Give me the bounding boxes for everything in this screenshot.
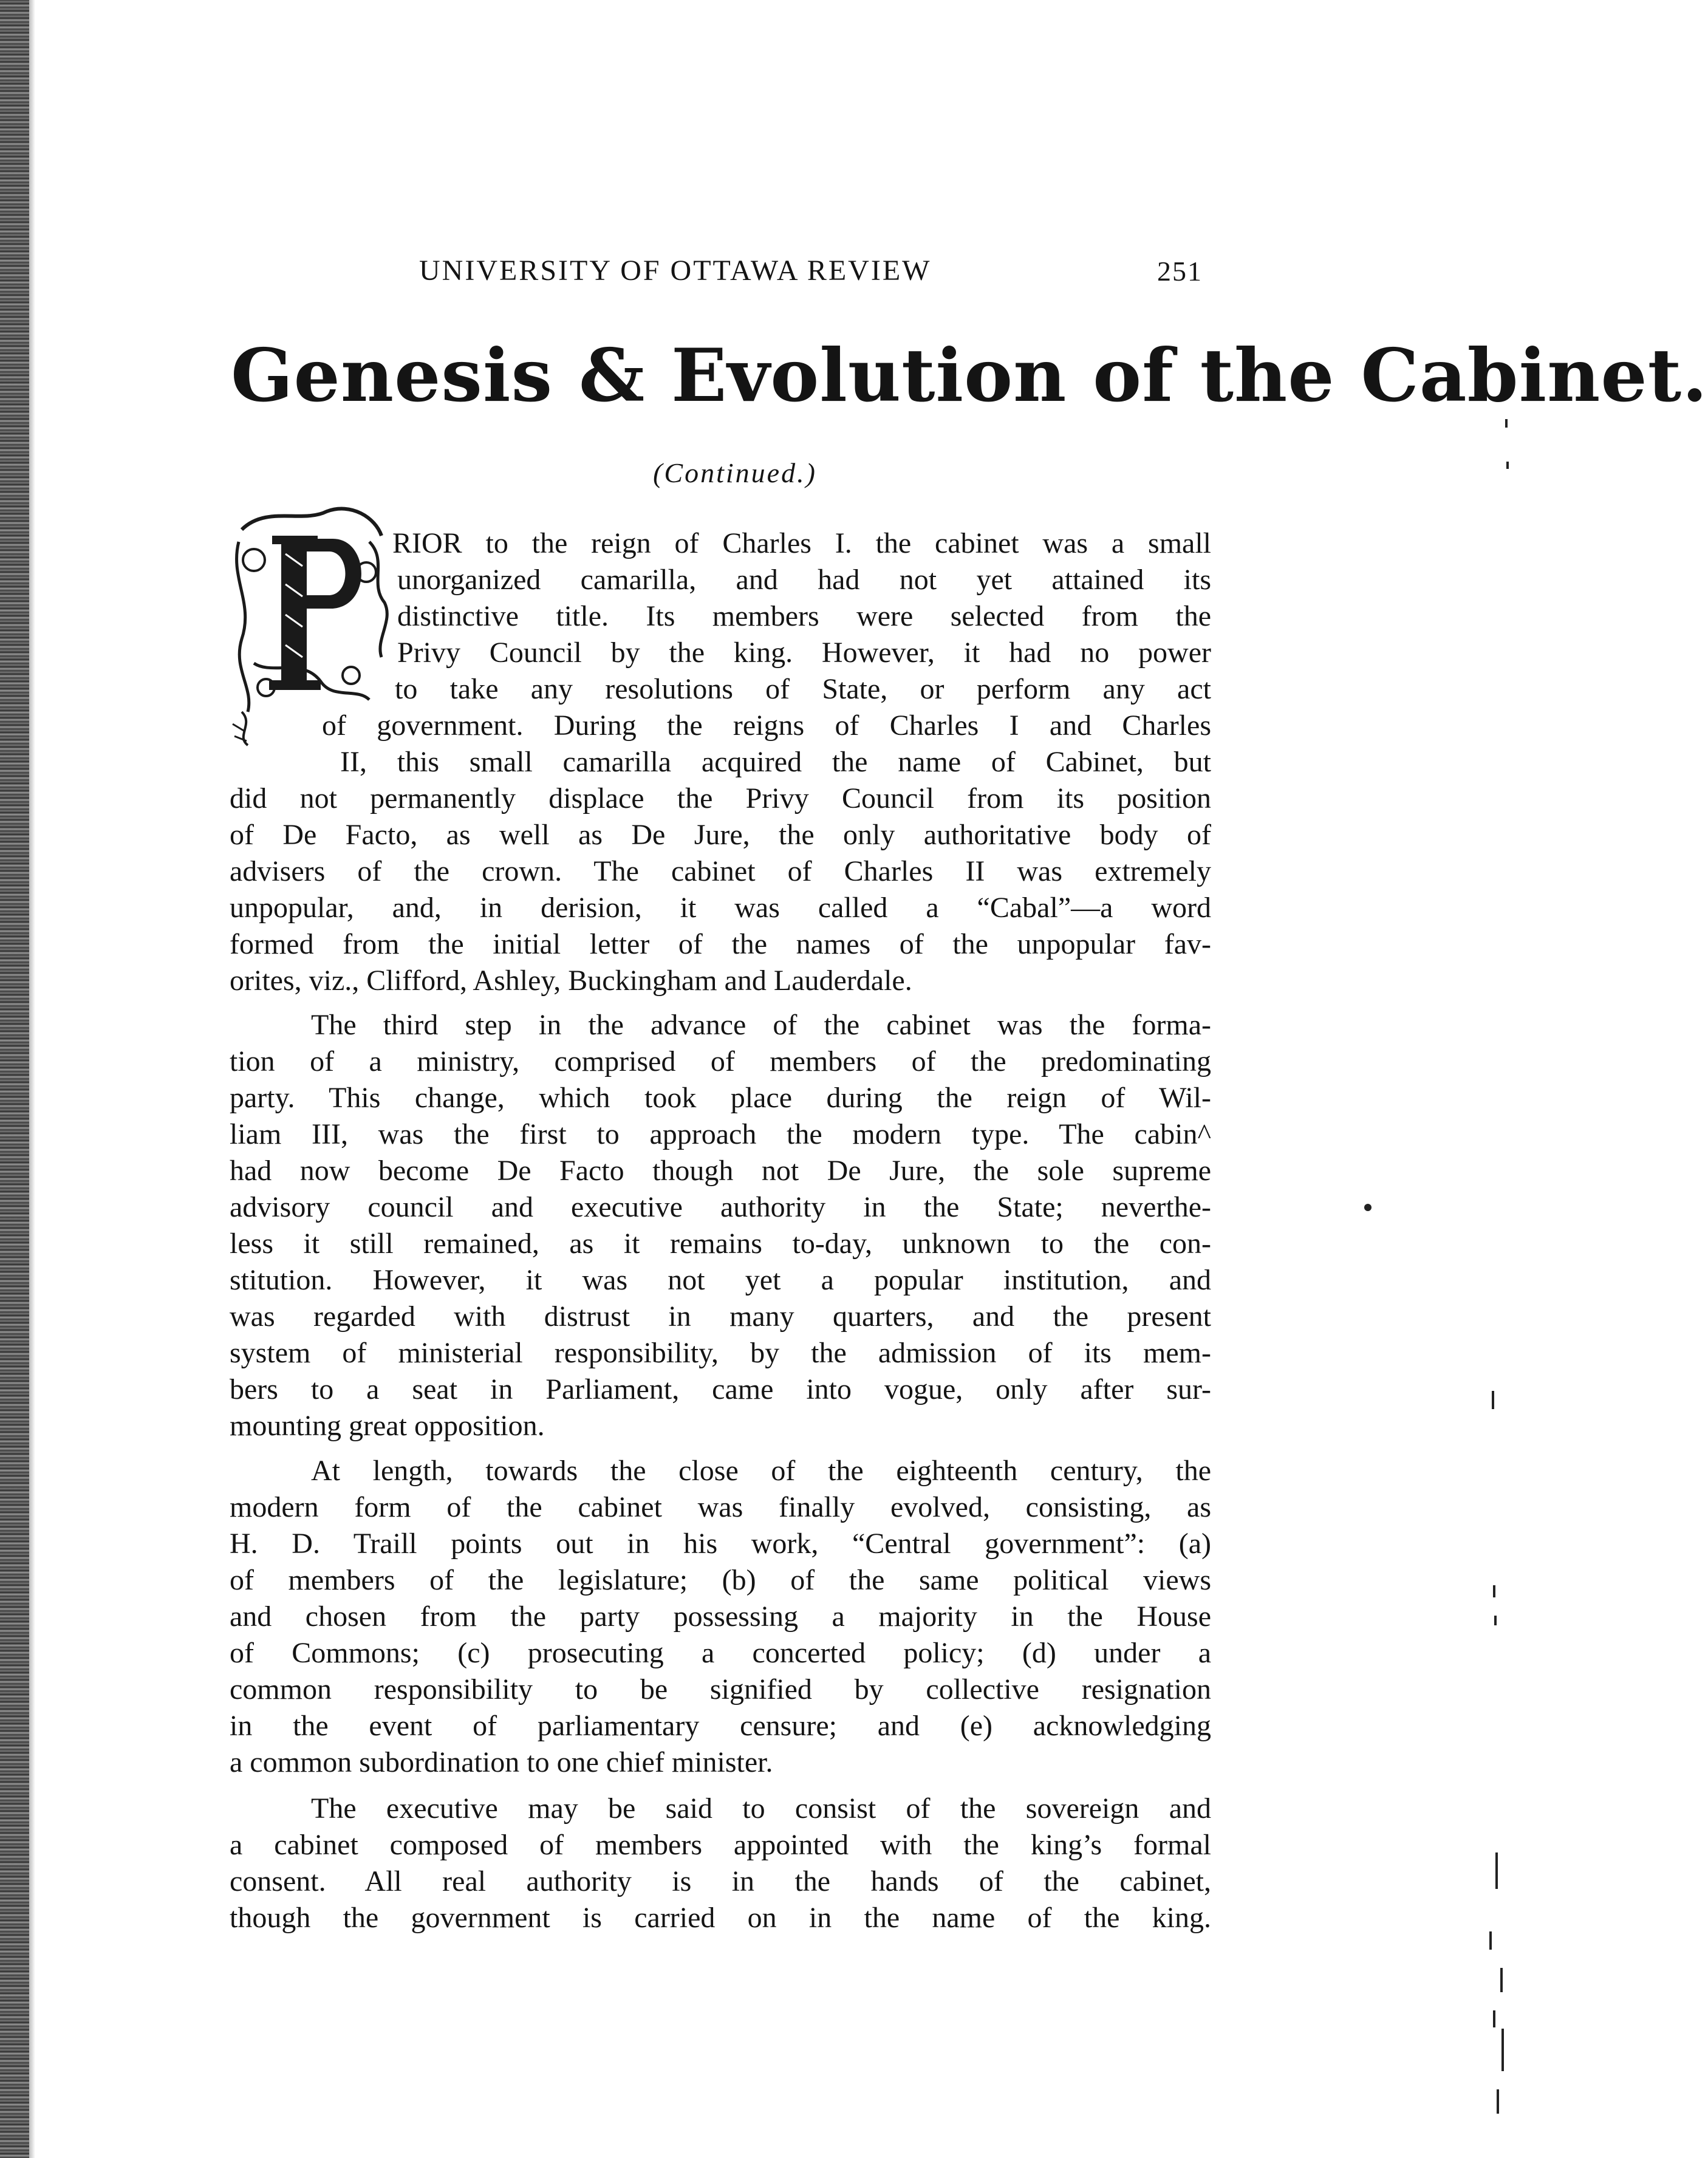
scan-speck <box>1506 462 1509 469</box>
body-line: distinctive title. Its members were selected from the <box>397 600 1211 632</box>
page-number: 251 <box>1157 256 1203 287</box>
body-line: common responsibility to be signified by collective resignation <box>230 1673 1211 1706</box>
scan-speck <box>1501 2029 1504 2071</box>
scan-speck <box>1494 1616 1497 1625</box>
body-line: tion of a ministry, comprised of members of the predominating <box>230 1045 1211 1077</box>
scan-speck <box>1495 1852 1498 1889</box>
body-line: a common subordination to one chief minister. <box>230 1746 773 1778</box>
scan-speck <box>1492 1391 1494 1409</box>
scan-speck <box>1489 1931 1492 1950</box>
continued-note: (Continued.) <box>653 457 817 488</box>
body-line: unpopular, and, in derision, it was called a “Cabal”—a word <box>230 892 1211 924</box>
body-line: a cabinet composed of members appointed with the king’s formal <box>230 1829 1211 1861</box>
scan-speck <box>1493 2010 1495 2027</box>
body-line: did not permanently displace the Privy Council from its position <box>230 782 1211 814</box>
body-line: Privy Council by the king. However, it had no power <box>397 637 1211 669</box>
body-line: consent. All real authority is in the hands of the cabinet, <box>230 1865 1211 1897</box>
body-line: and chosen from the party possessing a majority in the House <box>230 1600 1211 1633</box>
body-line: in the event of parliamentary censure; and (e) acknowledging <box>230 1710 1211 1742</box>
body-line: of members of the legislature; (b) of the same political views <box>230 1564 1211 1596</box>
body-line: mounting great opposition. <box>230 1410 545 1442</box>
scan-speck <box>1497 2089 1499 2114</box>
body-line: system of ministerial responsibility, by the admission of its mem- <box>230 1337 1211 1369</box>
body-line: II, this small camarilla acquired the name of Cabinet, but <box>340 746 1211 778</box>
body-line: The executive may be said to consist of the sovereign and <box>311 1792 1211 1825</box>
scan-speck <box>1364 1204 1372 1211</box>
article-title: Genesis & Evolution of the Cabinet. <box>231 333 1708 418</box>
scan-speck <box>1493 1585 1495 1597</box>
body-line: less it still remained, as it remains to-day, unknown to the con- <box>230 1228 1211 1260</box>
body-line: stitution. However, it was not yet a popular institution, and <box>230 1264 1211 1296</box>
body-line: advisers of the crown. The cabinet of Charles II was extremely <box>230 855 1211 887</box>
body-line: liam III, was the first to approach the modern type. The cabin^ <box>230 1118 1211 1150</box>
body-line: had now become De Facto though not De Jure, the sole supreme <box>230 1155 1211 1187</box>
body-line: of government. During the reigns of Charles I and Charles <box>322 709 1211 742</box>
body-line: advisory council and executive authority in the State; neverthe- <box>230 1191 1211 1223</box>
body-line: modern form of the cabinet was finally evolved, consisting, as <box>230 1491 1211 1523</box>
body-line: At length, towards the close of the eighteenth century, the <box>311 1455 1211 1487</box>
body-line: orites, viz., Clifford, Ashley, Buckingham and Lauderdale. <box>230 965 912 997</box>
scan-speck <box>1500 1968 1503 1992</box>
body-line: of De Facto, as well as De Jure, the only authoritative body of <box>230 819 1211 851</box>
body-line: The third step in the advance of the cabinet was the forma- <box>311 1009 1211 1041</box>
body-line: bers to a seat in Parliament, came into vogue, only after sur- <box>230 1373 1211 1405</box>
body-line: of Commons; (c) prosecuting a concerted policy; (d) under a <box>230 1637 1211 1669</box>
body-line: party. This change, which took place during the reign of Wil- <box>230 1082 1211 1114</box>
body-line: H. D. Traill points out in his work, “Central government”: (a) <box>230 1528 1211 1560</box>
body-line: to take any resolutions of State, or perform any act <box>395 673 1211 705</box>
running-head: UNIVERSITY OF OTTAWA REVIEW <box>419 254 932 287</box>
body-line: RIOR to the reign of Charles I. the cabinet was a small <box>392 527 1211 559</box>
body-line: formed from the initial letter of the names of the unpopular fav- <box>230 928 1211 960</box>
body-line: unorganized camarilla, and had not yet attained its <box>397 564 1211 596</box>
scan-speck <box>1505 419 1508 428</box>
body-line: though the government is carried on in the name of the king. <box>230 1902 1211 1934</box>
body-line: was regarded with distrust in many quarters, and the present <box>230 1300 1211 1333</box>
